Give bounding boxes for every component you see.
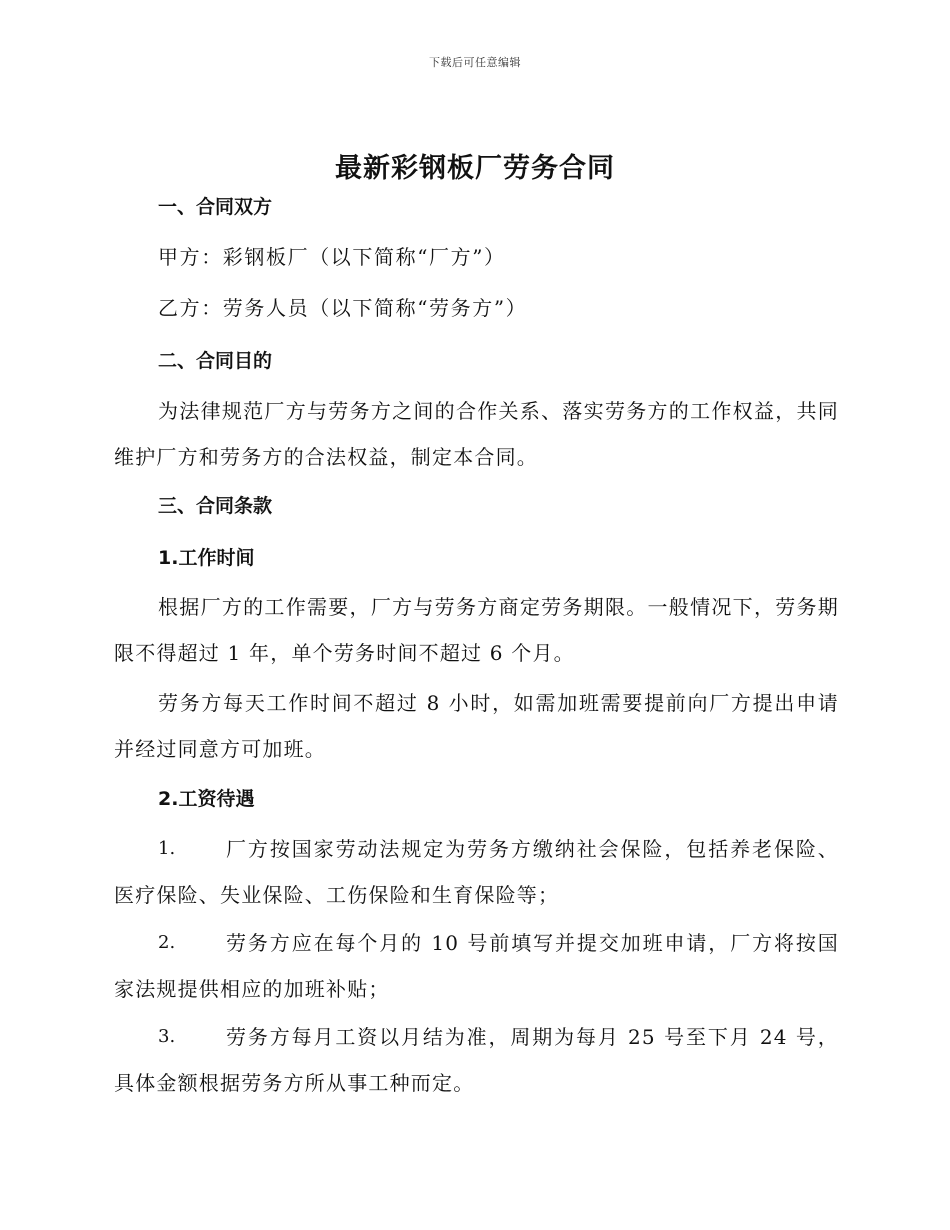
party-a-line: 甲方：彩钢板厂（以下简称“厂方”） [158, 245, 506, 269]
section-heading-parties: 一、合同双方 [158, 196, 273, 218]
wage-list-item [114, 1014, 839, 1106]
section-heading-purpose: 二、合同目的 [158, 350, 273, 372]
subsection-heading-work-time: 1.工作时间 [158, 547, 255, 569]
header-note: 下载后可任意编辑 [429, 56, 521, 69]
list-item-number: 1. [158, 838, 176, 859]
work-time-paragraph-1: 根据厂方的工作需要，厂方与劳务方商定劳务期限。一般情况下，劳务期限不得超过 1 年，单个劳务时间不超过 6 个月。 [114, 595, 839, 665]
list-item-text: 劳务方应在每个月的 10 号前填写并提交加班申请，厂方将按国家法规提供相应的加班补贴； [114, 931, 839, 1001]
party-b-line: 乙方：劳务人员（以下简称“劳务方”） [158, 296, 528, 320]
subsection-heading-wages: 2.工资待遇 [158, 788, 255, 810]
list-item-text: 劳务方每月工资以月结为准，周期为每月 25 号至下月 24 号，具体金额根据劳务方所从事工种而定。 [114, 1025, 839, 1095]
work-time-paragraph-2: 劳务方每天工作时间不超过 8 小时，如需加班需要提前向厂方提出申请并经过同意方可加班。 [114, 691, 839, 761]
wage-list-item [114, 826, 839, 918]
document-title: 最新彩钢板厂劳务合同 [335, 153, 615, 184]
wage-list-item [114, 920, 839, 1012]
list-item-text: 厂方按国家劳动法规定为劳务方缴纳社会保险，包括养老保险、医疗保险、失业保险、工伤保险和生育保险等； [114, 837, 839, 907]
list-item-number: 3. [158, 1026, 176, 1047]
section-heading-terms: 三、合同条款 [158, 495, 273, 517]
list-item-number: 2. [158, 932, 176, 953]
purpose-paragraph: 为法律规范厂方与劳务方之间的合作关系、落实劳务方的工作权益，共同维护厂方和劳务方的合法权益，制定本合同。 [114, 399, 839, 469]
